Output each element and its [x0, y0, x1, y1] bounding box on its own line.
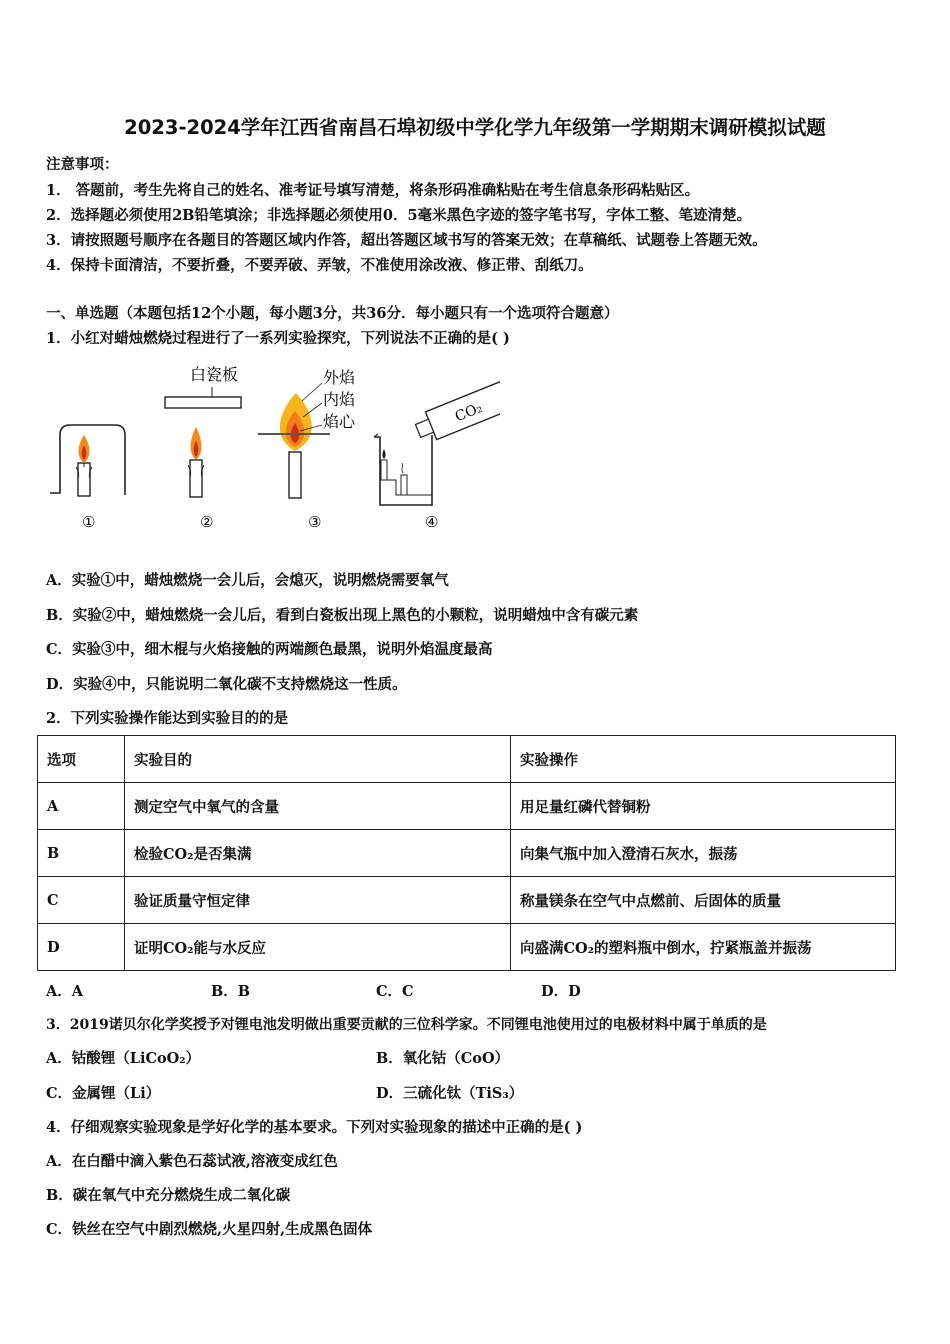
option: A．A	[46, 983, 84, 1000]
outer-flame-label: 外焰	[323, 368, 356, 387]
table-cell: 用足量红磷代替铜粉	[511, 783, 896, 830]
flame-zones	[258, 368, 356, 498]
option: C．C	[376, 983, 414, 1000]
table-row	[38, 877, 896, 924]
notice-item: 2．选择题必须使用2B铅笔填涂；非选择题必须使用0．5毫米黑色字迹的签字笔书写，字体工整、笔迹清楚。	[46, 207, 752, 224]
candle-with-plate	[165, 365, 241, 497]
option: A．在白醋中滴入紫色石蕊试液,溶液变成红色	[46, 1153, 338, 1170]
plate-label: 白瓷板	[190, 365, 239, 384]
table-cell: 证明CO₂能与水反应	[125, 924, 511, 971]
notice-item: 1． 答题前，考生先将自己的姓名、准考证号填写清楚，将条形码准确粘贴在考生信息条形码粘贴区。	[46, 182, 700, 199]
page-title: 2023-2024学年江西省南昌石埠初级中学化学九年级第一学期期末调研模拟试题	[124, 116, 826, 139]
table-cell: 向集气瓶中加入澄清石灰水，振荡	[511, 830, 896, 877]
table-cell: 验证质量守恒定律	[125, 877, 511, 924]
option: B．碳在氧气中充分燃烧生成二氧化碳	[46, 1187, 291, 1204]
notice-item: 4．保持卡面清洁，不要折叠，不要弄破、弄皱，不准使用涂改液、修正带、刮纸刀。	[46, 257, 593, 274]
table-cell: 向盛满CO₂的塑料瓶中倒水，拧紧瓶盖并振荡	[511, 924, 896, 971]
figure-label: ①	[82, 513, 96, 531]
option: A．实验①中，蜡烛燃烧一会儿后，会熄灭，说明燃烧需要氧气	[46, 572, 449, 589]
q2-table	[37, 735, 896, 971]
option: D．实验④中，只能说明二氧化碳不支持燃烧这一性质。	[46, 676, 407, 693]
table-cell: D	[38, 924, 125, 971]
table-row	[38, 783, 896, 830]
table-cell: B	[38, 830, 125, 877]
table-row	[38, 830, 896, 877]
table-header: 实验目的	[125, 736, 511, 783]
option: B．氧化钴（CoO）	[376, 1050, 510, 1067]
table-cell: 称量镁条在空气中点燃前、后固体的质量	[511, 877, 896, 924]
option: C．实验③中，细木棍与火焰接触的两端颜色最黑，说明外焰温度最高	[46, 641, 493, 658]
option: D．三硫化钛（TiS₃）	[376, 1085, 524, 1102]
table-cell: A	[38, 783, 125, 830]
option: D．D	[541, 983, 581, 1000]
table-cell: C	[38, 877, 125, 924]
bell-jar-candle	[50, 425, 125, 496]
option: B．B	[211, 983, 251, 1000]
notice-item: 3．请按照题号顺序在各题目的答题区域内作答，超出答题区域书写的答案无效；在草稿纸、试题卷上答题无效。	[46, 232, 767, 249]
flame-core-label: 焰心	[323, 412, 356, 431]
option: B．实验②中，蜡烛燃烧一会儿后，看到白瓷板出现上黑色的小颗粒，说明蜡烛中含有碳元素	[46, 607, 639, 624]
table-row	[38, 924, 896, 971]
table-cell: 测定空气中氧气的含量	[125, 783, 511, 830]
question-stem: 2．下列实验操作能达到实验目的的是	[46, 710, 289, 727]
inner-flame-label: 内焰	[323, 390, 356, 409]
question-stem: 3．2019诺贝尔化学奖授予对锂电池发明做出重要贡献的三位科学家。不同锂电池使用过的电极材料中属于单质的是	[46, 1017, 767, 1033]
table-header-row	[38, 736, 896, 783]
notice-heading: 注意事项：	[46, 156, 119, 173]
option: C．金属锂（Li）	[46, 1085, 161, 1102]
table-header: 实验操作	[511, 736, 896, 783]
co2-beaker	[374, 381, 500, 505]
option: A．钴酸锂（LiCoO₂）	[46, 1050, 201, 1067]
table-cell: 检验CO₂是否集满	[125, 830, 511, 877]
candle-experiment-figure	[40, 355, 500, 540]
figure-label: ②	[200, 513, 214, 531]
table-header: 选项	[38, 736, 125, 783]
option: C．铁丝在空气中剧烈燃烧,火星四射,生成黑色固体	[46, 1221, 373, 1238]
figure-label: ③	[308, 513, 322, 531]
figure-label: ④	[425, 513, 439, 531]
co2-label: CO₂	[452, 400, 485, 426]
question-stem: 1．小红对蜡烛燃烧过程进行了一系列实验探究，下列说法不正确的是( )	[46, 330, 510, 347]
section-heading: 一、单选题（本题包括12个小题，每小题3分，共36分．每小题只有一个选项符合题意）	[46, 305, 619, 322]
question-stem: 4．仔细观察实验现象是学好化学的基本要求。下列对实验现象的描述中正确的是( )	[46, 1119, 583, 1136]
